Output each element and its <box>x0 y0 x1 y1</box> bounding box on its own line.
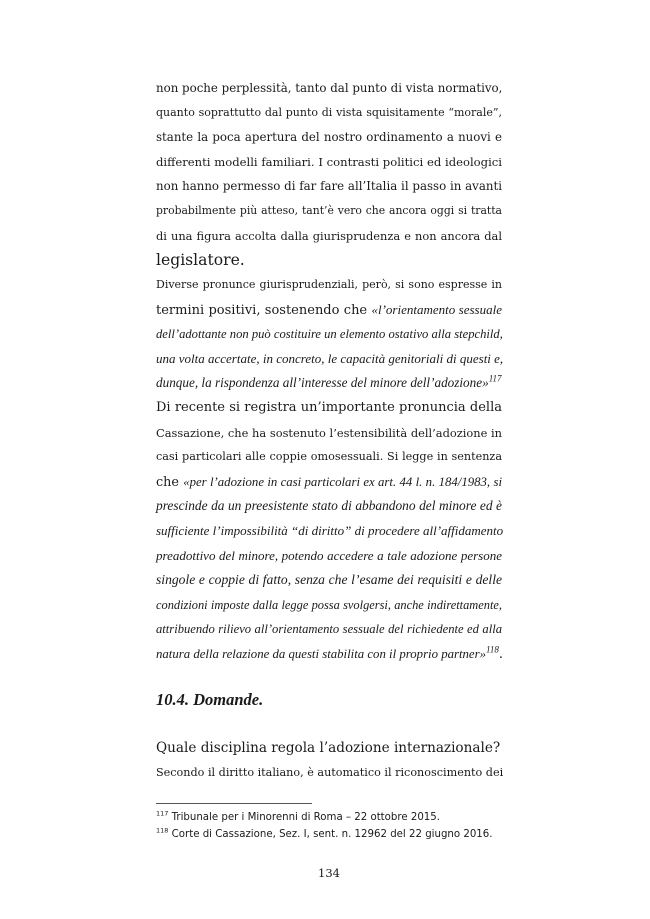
section-heading: 10.4. Domande. <box>156 690 264 709</box>
quote-span: «per l’adozione in casi particolari ex art. 44 l. n. 184/1983, si <box>183 474 502 489</box>
quote-line: sufficiente l’impossibilità “di diritto” di procedere all’affidamento <box>156 522 504 538</box>
footnote <box>156 809 502 826</box>
questions <box>156 736 502 785</box>
footnotes <box>156 809 502 843</box>
text-line: di una figura accolta dalla giurisprudenza e non ancora dal <box>156 228 502 243</box>
question-line: Secondo il diritto italiano, è automatico il riconoscimento dei <box>156 765 504 779</box>
footnote-number: 118 <box>156 826 169 835</box>
text-line: quanto soprattutto dal punto di vista squisitamente “morale”, <box>156 105 502 119</box>
text-line: legislatore. <box>156 251 245 270</box>
footnote-separator <box>156 803 312 804</box>
footnote-ref: 117 <box>488 373 502 384</box>
footnote-ref: 118 <box>486 644 499 655</box>
paragraph-1 <box>156 76 502 273</box>
footnote-number: 117 <box>156 809 169 818</box>
quote-line-last <box>156 371 502 396</box>
text-span: termini positivi, sostenendo che <box>156 302 368 318</box>
text-line: probabilmente più atteso, tant’è vero che ancora oggi si tratta <box>156 203 502 217</box>
text-line: Di recente si registra un’importante pronuncia della <box>156 400 502 415</box>
quote-line: attribuendo rilievo all’orientamento sessuale del richiedente ed alla <box>156 622 502 637</box>
quote-line: singole e coppie di fatto, senza che l’esame dei requisiti e delle <box>156 572 502 588</box>
text-line: casi particolari alle coppie omosessuali. Si legge in sentenza <box>156 450 502 464</box>
quote-span: natura della relazione da questi stabilita con il proprio partner» <box>156 646 486 661</box>
page-number: 134 <box>318 866 340 880</box>
quote-span: «l’orientamento sessuale <box>371 301 503 317</box>
text-line: Diverse pronunce giurisprudenziali, però, si sono espresse in <box>156 278 502 291</box>
text-line: non poche perplessità, tanto dal punto di vista normativo, <box>156 81 503 95</box>
text-line-mixed <box>156 470 502 495</box>
quote-span: dunque, la rispondenza all’interesse del minore dell’adozione» <box>156 375 489 391</box>
text-line: differenti modelli familiari. I contrasti politici ed ideologici <box>156 154 502 169</box>
footnote <box>156 826 502 843</box>
quote-line: prescinde da un preesistente stato di abbandono del minore ed è <box>156 498 502 514</box>
paragraph-2 <box>156 273 502 396</box>
text-line: stante la poca apertura del nostro ordinamento a nuovi e <box>156 130 502 145</box>
quote-line: una volta accertate, in concreto, le capacità genitoriali di questi e, <box>156 350 504 366</box>
text-line: non hanno permesso di far fare all’Italia il passo in avanti <box>156 179 502 194</box>
text-span: che <box>156 474 179 490</box>
paragraph-3 <box>156 396 502 667</box>
text-line: Cassazione, che ha sostenuto l’estensibilità dell’adozione in <box>156 425 502 440</box>
quote-line: preadottivo del minore, potendo accedere a tale adozione persone <box>156 547 502 563</box>
footnote-text: Corte di Cassazione, Sez. I, sent. n. 12962 del 22 giugno 2016. <box>171 829 493 840</box>
quote-line: condizioni imposte dalla legge possa svolgersi, anche indirettamente, <box>156 597 502 612</box>
text-line-mixed <box>156 298 502 323</box>
footnote-text: Tribunale per i Minorenni di Roma – 22 ottobre 2015. <box>171 812 441 823</box>
question-line: Quale disciplina regola l’adozione internazionale? <box>156 740 501 756</box>
sentence-end: . <box>498 646 503 662</box>
quote-line: dell’adottante non può costituire un elemento ostativo alla stepchild, <box>156 327 503 342</box>
quote-line-last <box>156 642 502 667</box>
